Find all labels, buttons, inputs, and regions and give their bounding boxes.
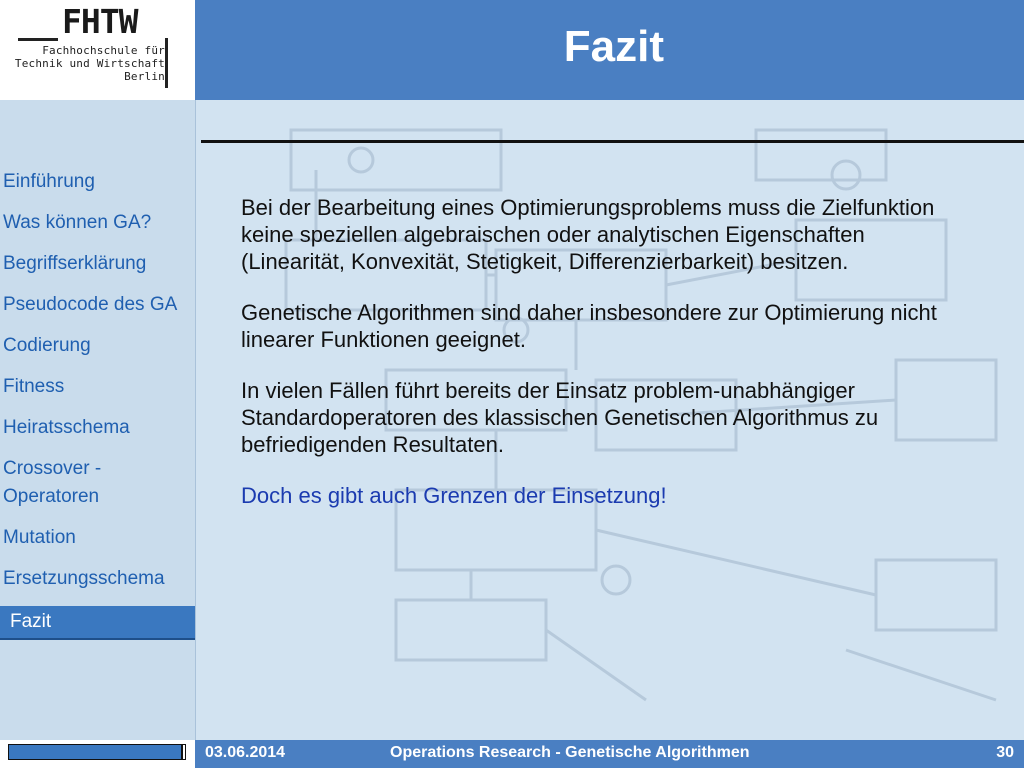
highlight-statement: Doch es gibt auch Grenzen der Einsetzung! bbox=[241, 483, 667, 508]
paragraph: Genetische Algorithmen sind daher insbesondere zur Optimierung nicht linearer Funktionen geeignet. bbox=[241, 300, 937, 352]
nav-item-mutation[interactable]: Mutation bbox=[3, 527, 76, 548]
nav-item-codierung[interactable]: Codierung bbox=[3, 335, 91, 356]
sidebar-nav bbox=[0, 168, 195, 653]
logo-subtitle-line: Fachhochschule für bbox=[42, 44, 165, 57]
paragraph: Bei der Bearbeitung eines Optimierungsproblems muss die Zielfunktion keine speziellen algebraischen oder analytischen Eigenschaften (Linearität, Konvexität, Stetigkeit, Differenzierbarkeit) besitzen. bbox=[241, 195, 935, 274]
logo-subtitle-line: Berlin bbox=[124, 70, 165, 83]
title-divider bbox=[201, 140, 1024, 143]
nav-item-ersetzungsschema[interactable]: Ersetzungsschema bbox=[3, 568, 165, 589]
nav-item-einfuehrung[interactable]: Einführung bbox=[3, 171, 95, 192]
footer-bar bbox=[195, 740, 1024, 768]
slide-title: Fazit bbox=[563, 22, 664, 71]
paragraph: In vielen Fällen führt bereits der Einsatz problem-unabhängiger Standardoperatoren des klassischen Genetischen Algorithmus zu befriedigenden Resultaten. bbox=[241, 378, 879, 457]
footer-title: Operations Research - Genetische Algorithmen bbox=[390, 744, 750, 761]
title-band bbox=[195, 0, 1024, 100]
logo-subtitle-line: Technik und Wirtschaft bbox=[14, 57, 165, 70]
slide-content bbox=[196, 100, 1024, 740]
fhtw-logo bbox=[0, 0, 195, 100]
logo-bar bbox=[165, 38, 168, 88]
body-text bbox=[241, 194, 961, 533]
nav-item-pseudocode[interactable]: Pseudocode des GA bbox=[3, 294, 178, 315]
logo-wordmark: FHTW bbox=[62, 2, 138, 41]
nav-item-heiratsschema[interactable]: Heiratsschema bbox=[3, 417, 130, 438]
nav-item-crossover-operatoren[interactable]: Crossover - Operatoren bbox=[3, 458, 102, 507]
nav-item-fitness[interactable]: Fitness bbox=[3, 376, 65, 397]
nav-item-begriffserklaerung[interactable]: Begriffserklärung bbox=[3, 253, 147, 274]
sidebar bbox=[0, 100, 196, 740]
nav-item-fazit-active[interactable]: Fazit bbox=[0, 606, 195, 640]
footer-date: 03.06.2014 bbox=[205, 744, 286, 761]
logo-subtitle bbox=[15, 44, 165, 83]
progress-fill bbox=[9, 745, 183, 759]
progress-bar bbox=[8, 744, 186, 760]
page-number: 30 bbox=[996, 744, 1014, 761]
nav-item-was-koennen-ga[interactable]: Was können GA? bbox=[3, 212, 152, 233]
logo-rule bbox=[18, 38, 58, 41]
